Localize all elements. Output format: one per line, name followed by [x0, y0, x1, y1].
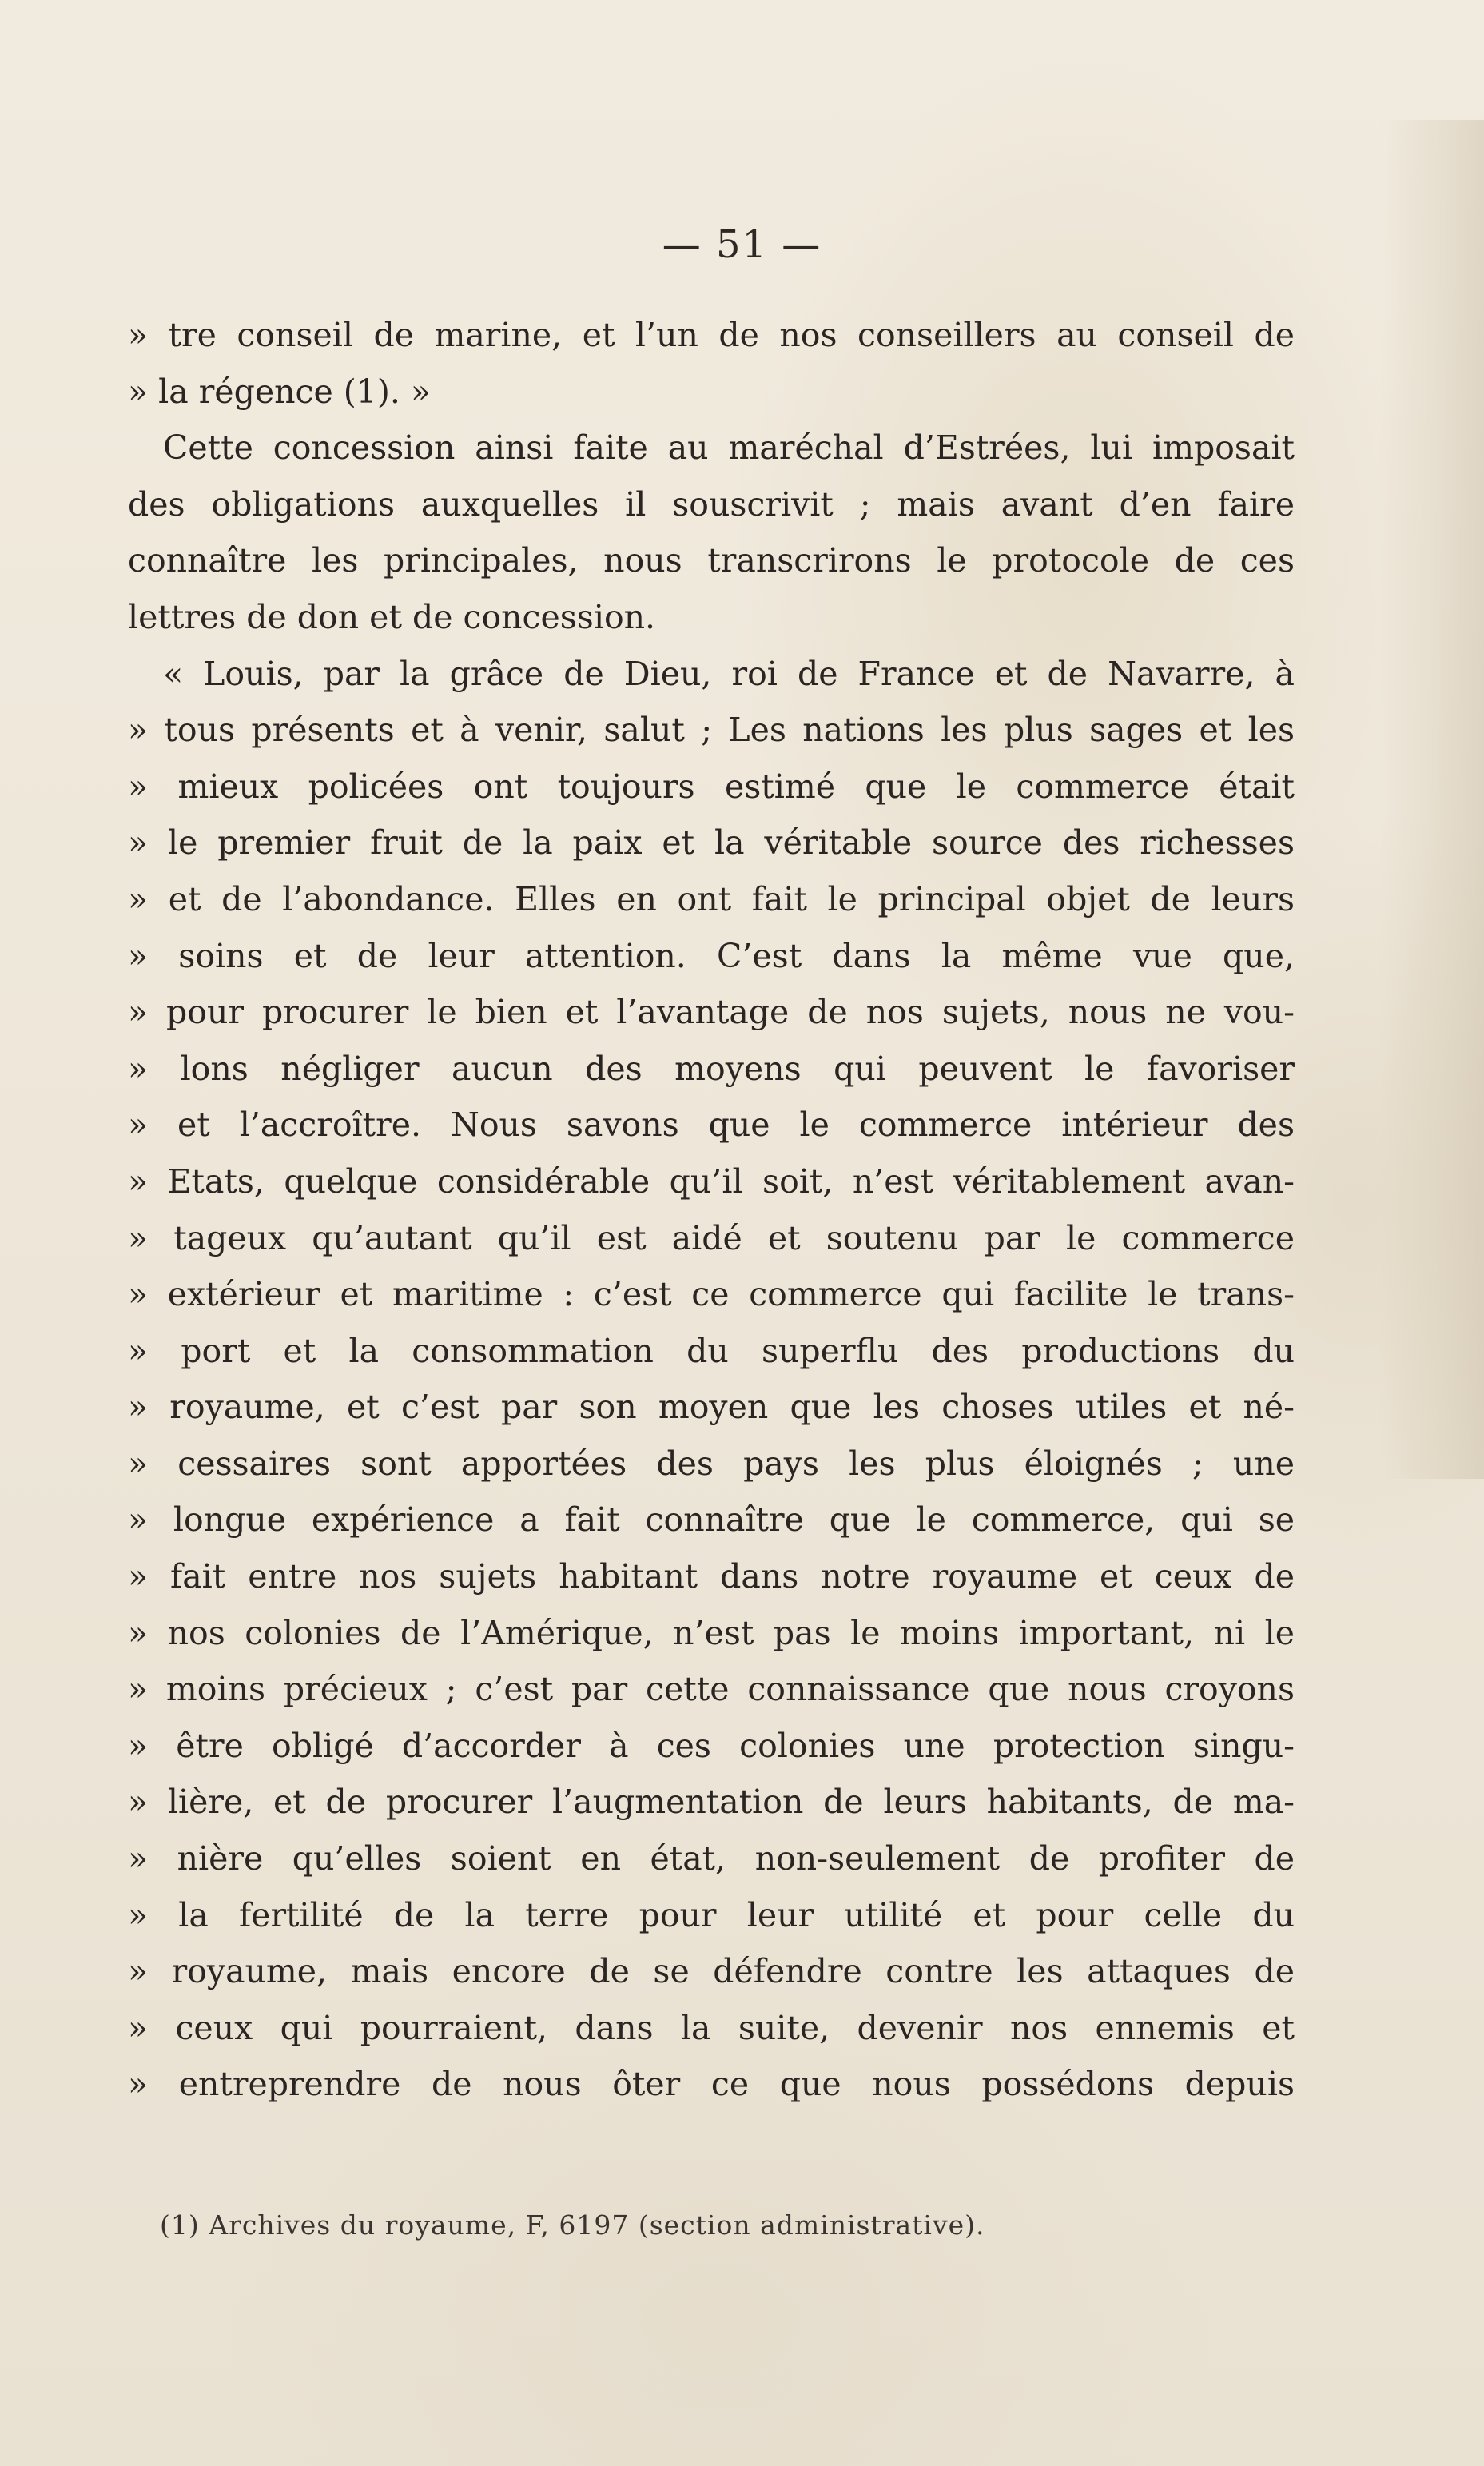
text-line: » ceux qui pourraient, dans la suite, devenir nos ennemis et: [128, 2008, 1295, 2047]
text-line: » Etats, quelque considérable qu’il soit, n’est véritablement avan-: [128, 1161, 1295, 1201]
text-line: » tous présents et à venir, salut ; Les nations les plus sages et les: [128, 711, 1295, 750]
footnote: (1) Archives du royaume, F, 6197 (section administrative).: [160, 2209, 985, 2241]
body-text: [128, 307, 1295, 2113]
text-line: » et l’accroître. Nous savons que le commerce intérieur des: [128, 1106, 1295, 1145]
text-line: » extérieur et maritime : c’est ce commerce qui facilite le trans-: [128, 1275, 1295, 1314]
text-line: » tageux qu’autant qu’il est aidé et soutenu par le commerce: [128, 1218, 1295, 1257]
text-line: » la régence (1). »: [128, 372, 431, 411]
text-line: » pour procurer le bien et l’avantage de nos sujets, nous ne vou-: [128, 993, 1295, 1032]
text-line: » nos colonies de l’Amérique, n’est pas le moins important, ni le: [128, 1613, 1295, 1652]
text-line: « Louis, par la grâce de Dieu, roi de France et de Navarre, à: [163, 654, 1295, 693]
text-line: » lière, et de procurer l’augmentation de leurs habitants, de ma-: [128, 1783, 1295, 1822]
text-line: Cette concession ainsi faite au maréchal d’Estrées, lui imposait: [163, 428, 1295, 468]
page-crease-shading: [1380, 120, 1484, 1479]
text-line: » le premier fruit de la paix et la véritable source des richesses: [128, 823, 1295, 863]
text-line: » royaume, mais encore de se défendre contre les attaques de: [128, 1952, 1295, 1991]
text-line: » mieux policées ont toujours estimé que le commerce était: [128, 767, 1295, 806]
text-line: » nière qu’elles soient en état, non-seulement de profiter de: [128, 1839, 1295, 1878]
text-line: » et de l’abondance. Elles en ont fait le principal objet de leurs: [128, 879, 1295, 918]
text-line: » lons négliger aucun des moyens qui peuvent le favoriser: [128, 1049, 1295, 1088]
text-line: des obligations auxquelles il souscrivit ; mais avant d’en faire: [128, 484, 1295, 524]
text-line: connaître les principales, nous transcrirons le protocole de ces: [128, 541, 1295, 580]
text-line: » entreprendre de nous ôter ce que nous possédons depuis: [128, 2065, 1295, 2104]
page-number: — 51 —: [662, 222, 822, 267]
text-line: » tre conseil de marine, et l’un de nos conseillers au conseil de: [128, 316, 1295, 354]
text-line: » soins et de leur attention. C’est dans la même vue que,: [128, 936, 1295, 975]
text-line: » royaume, et c’est par son moyen que les choses utiles et né-: [128, 1388, 1295, 1427]
text-line: » la fertilité de la terre pour leur utilité et pour celle du: [128, 1895, 1295, 1934]
text-line: lettres de don et de concession.: [128, 597, 656, 636]
text-line: » moins précieux ; c’est par cette connaissance que nous croyons: [128, 1670, 1295, 1709]
text-line: » être obligé d’accorder à ces colonies une protection singu-: [128, 1726, 1295, 1765]
text-line: » longue expérience a fait connaître que le commerce, qui se: [128, 1500, 1295, 1540]
text-line: » fait entre nos sujets habitant dans notre royaume et ceux de: [128, 1557, 1295, 1596]
text-line: » cessaires sont apportées des pays les plus éloignés ; une: [128, 1444, 1295, 1483]
text-line: » port et la consommation du superflu des productions du: [128, 1331, 1295, 1370]
